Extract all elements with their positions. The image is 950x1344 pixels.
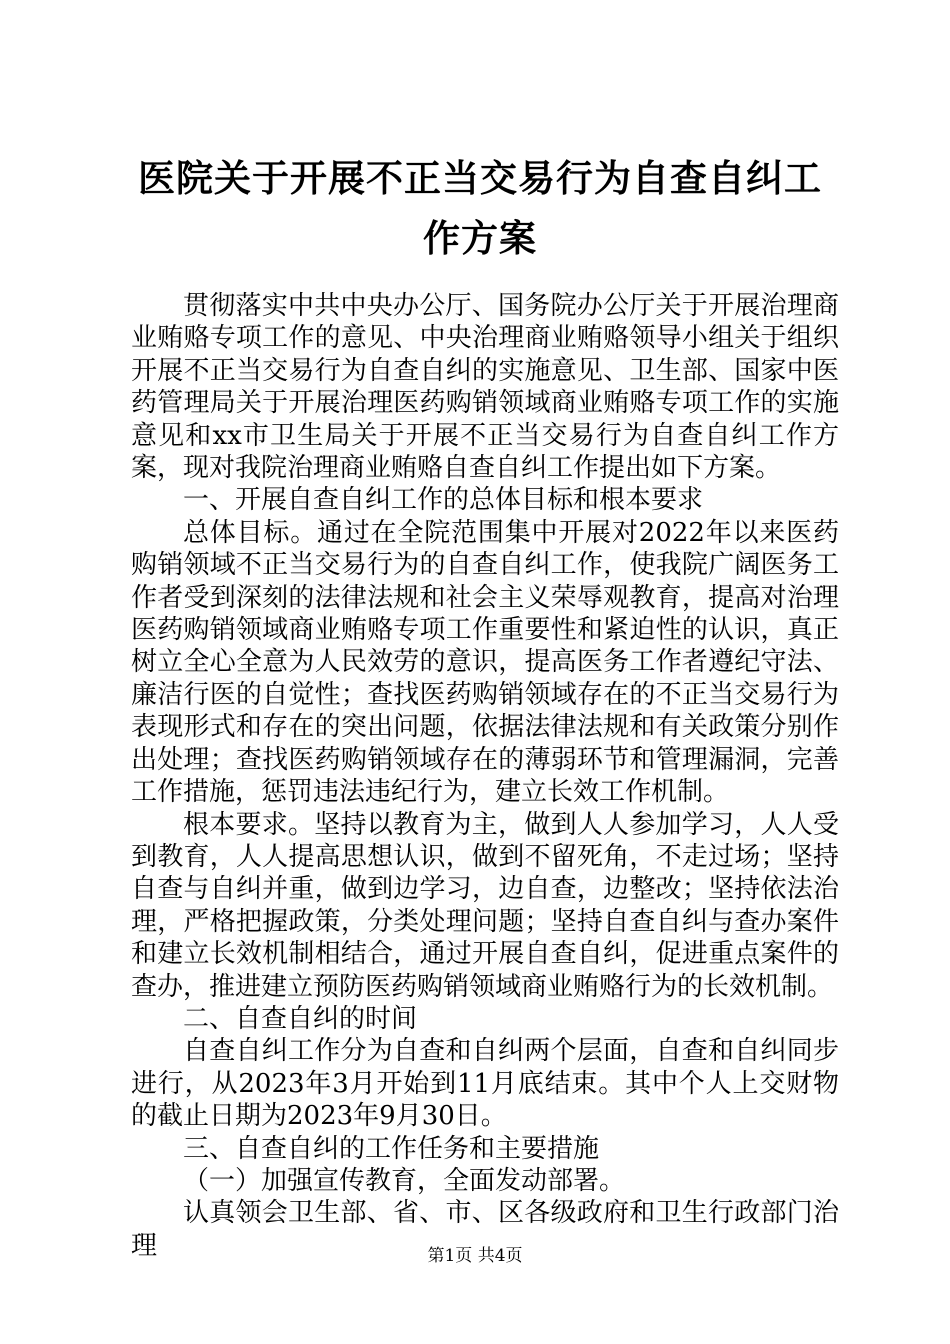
subheading-3-1: （一）加强宣传教育，全面发动部署。 — [183, 1165, 626, 1196]
paragraph-overall-goal: 总体目标。通过在全院范围集中开展对2022年以来医药购销领域不正当交易行为的自查自纠工作，使我院广阔医务工作者受到深刻的法律法规和社会主义荣辱观教育，提高对治理医药购销领域商业贿赂专项工作重要性和紧迫性的认识，真正树立全心全意为人民效劳的意识，提高医务工作者遵纪守法、廉洁行医的自觉性；查找医药购销领域存在的不正当交易行为表现形式和存在的突出问题，依据法律法规和有关政策分别作出处理；查找医药购销领域存在的薄弱环节和管理漏洞，完善工作措施，惩罚违法违纪行为，建立长效工作机制。 — [131, 517, 839, 808]
heading-section-2: 二、自查自纠的时间 — [183, 1003, 418, 1034]
paragraph-timeline: 自查自纠工作分为自查和自纠两个层面，自查和自纠同步进行，从2023年3月开始到11月底结束。其中个人上交财物的截止日期为2023年9月30日。 — [131, 1036, 839, 1132]
heading-section-1: 一、开展自查自纠工作的总体目标和根本要求 — [183, 485, 704, 516]
document-body — [131, 290, 839, 1262]
paragraph-basic-requirements: 根本要求。坚持以教育为主，做到人人参加学习，人人受到教育，人人提高思想认识，做到不留死角，不走过场；坚持自查与自纠并重，做到边学习，边自查，边整改；坚持依法治理，严格把握政策，分类处理问题；坚持自查自纠与查办案件和建立长效机制相结合，通过开展自查自纠，促进重点案件的查办，推进建立预防医药购销领域商业贿赂行为的长效机制。 — [131, 809, 839, 1002]
paragraph-intro: 贯彻落实中共中央办公厅、国务院办公厅关于开展治理商业贿赂专项工作的意见、中央治理商业贿赂领导小组关于组织开展不正当交易行为自查自纠的实施意见、卫生部、国家中医药管理局关于开展治理医药购销领域商业贿赂专项工作的实施意见和xx市卫生局关于开展不正当交易行为自查自纠工作方案，现对我院治理商业贿赂自查自纠工作提出如下方案。 — [131, 291, 839, 484]
paragraph-study: 认真领会卫生部、省、市、区各级政府和卫生行政部门治理 — [131, 1198, 839, 1261]
page-number: 第1页 共4页 — [427, 1246, 523, 1266]
document-title: 医院关于开展不正当交易行为自查自纠工作方案 — [138, 156, 822, 260]
heading-section-3: 三、自查自纠的工作任务和主要措施 — [183, 1133, 600, 1164]
